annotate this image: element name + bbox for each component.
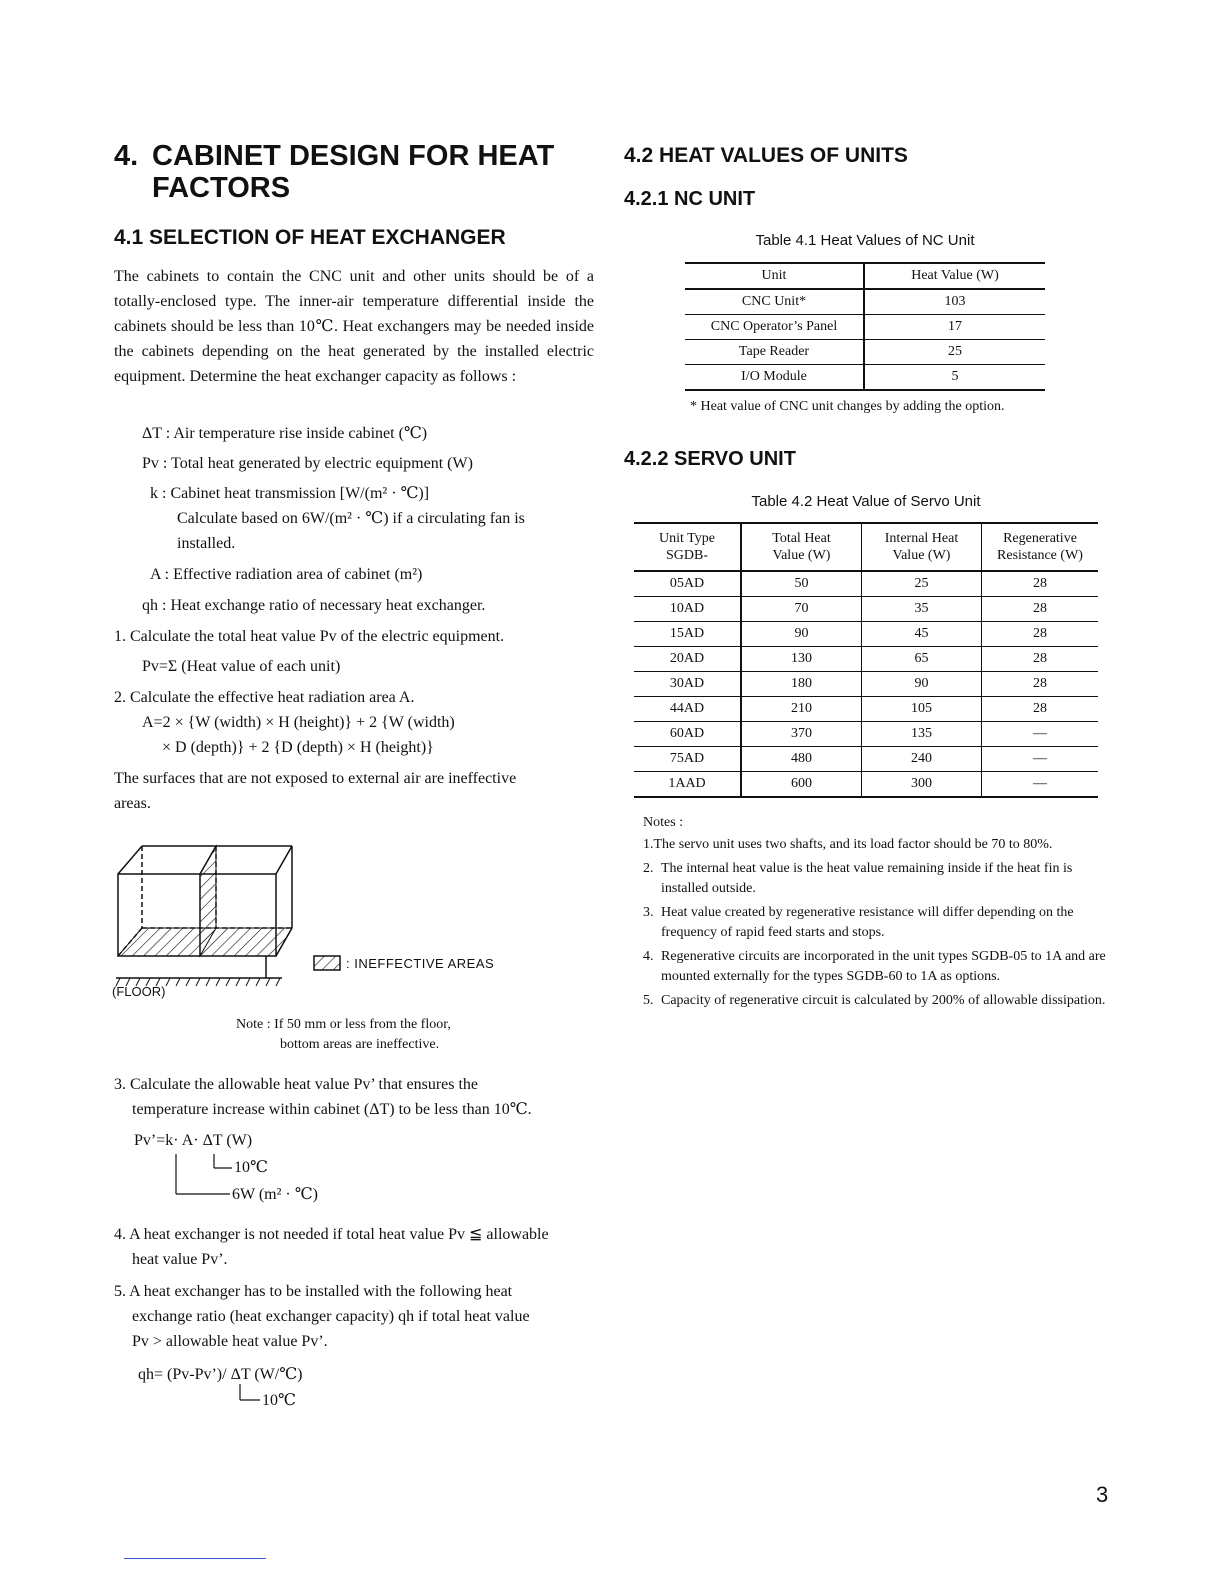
table-2-header-unit-type bbox=[634, 523, 741, 571]
table-cell: 480 bbox=[741, 747, 862, 772]
table-cell: CNC Operator’s Panel bbox=[685, 315, 864, 340]
section-4-1-heading: 4.1 SELECTION OF HEAT EXCHANGER bbox=[114, 226, 506, 249]
table-cell: I/O Module bbox=[685, 365, 864, 391]
step-3-line1: 3. Calculate the allowable heat value Pv’ that ensures the bbox=[114, 1076, 479, 1093]
step-5-formula: qh= (Pv-Pv’)/ ΔT (W/℃) bbox=[138, 1366, 303, 1383]
definition-pv: Pv : Total heat generated by electric equipment (W) bbox=[142, 455, 473, 472]
table-cell: 25 bbox=[864, 340, 1045, 365]
note-text: Heat value created by regenerative resistance will differ depending on the frequency of rapid feed starts and stops. bbox=[661, 905, 1074, 940]
note-text: Capacity of regenerative circuit is calculated by 200% of allowable dissipation. bbox=[661, 993, 1106, 1008]
step-1-formula: Pv=Σ (Heat value of each unit) bbox=[142, 658, 341, 675]
note-number: 4. bbox=[643, 949, 654, 964]
table-cell: 28 bbox=[982, 647, 1099, 672]
surfaces-line-1: The surfaces that are not exposed to external air are ineffective bbox=[114, 770, 517, 787]
table-cell: 300 bbox=[862, 772, 982, 798]
step-5-line3: Pv > allowable heat value Pv’. bbox=[132, 1333, 328, 1350]
table-row bbox=[634, 772, 1098, 798]
header-line: Resistance (W) bbox=[997, 548, 1083, 563]
table-row bbox=[685, 315, 1045, 340]
table-row bbox=[634, 747, 1098, 772]
table-cell: 28 bbox=[982, 697, 1099, 722]
table-cell: 50 bbox=[741, 571, 862, 597]
table-cell: 5 bbox=[951, 369, 959, 384]
table-cell: 210 bbox=[741, 697, 862, 722]
table-cell: 35 bbox=[862, 597, 982, 622]
table-cell: 180 bbox=[741, 672, 862, 697]
table-cell: 44AD bbox=[634, 697, 741, 722]
table-cell: 20AD bbox=[634, 647, 741, 672]
header-line: Unit Type bbox=[659, 531, 715, 546]
table-row bbox=[685, 365, 1045, 391]
table-cell: 130 bbox=[741, 647, 862, 672]
table-cell: 1AAD bbox=[634, 772, 741, 798]
table-cell: 15AD bbox=[634, 622, 741, 647]
step-1: 1. Calculate the total heat value Pv of the electric equipment. bbox=[114, 628, 505, 645]
table-1-header-row bbox=[685, 263, 1045, 289]
table-row bbox=[634, 647, 1098, 672]
figure-note bbox=[236, 1015, 451, 1055]
table-cell: 103 bbox=[864, 289, 1045, 315]
table-2-caption: Table 4.2 Heat Value of Servo Unit bbox=[751, 493, 981, 510]
note-2 bbox=[643, 859, 1113, 899]
step-3-formula: Pv’=k· A· ΔT (W) bbox=[134, 1132, 253, 1149]
table-cell: 10AD bbox=[634, 597, 741, 622]
table-cell: 28 bbox=[982, 622, 1099, 647]
table-row bbox=[685, 289, 1045, 315]
table-2-header-internal-heat bbox=[862, 523, 982, 571]
note-number: 2. bbox=[643, 861, 654, 876]
chapter-title-line1: CABINET DESIGN FOR HEAT bbox=[152, 140, 555, 172]
intro-paragraph: The cabinets to contain the CNC unit and other units should be of a totally-enclosed type. The inner-air temperature differential inside the cabinets should be less than 10℃. Heat exchangers may be needed inside the cabinets depending on the heat generated by the installed electric equipment. Determine the heat exchanger capacity as follows : bbox=[114, 268, 594, 385]
table-cell: 75AD bbox=[634, 747, 741, 772]
nc-unit-heat-table bbox=[685, 262, 1045, 391]
definition-qh: qh : Heat exchange ratio of necessary heat exchanger. bbox=[142, 597, 486, 614]
table-cell: 70 bbox=[741, 597, 862, 622]
chapter-title bbox=[114, 140, 596, 204]
step-3-bracket bbox=[170, 1152, 240, 1202]
note-3 bbox=[643, 903, 1113, 943]
step-2: 2. Calculate the effective heat radiation area A. bbox=[114, 689, 415, 706]
figure-legend: : INEFFECTIVE AREAS bbox=[346, 956, 495, 971]
table-cell: 90 bbox=[862, 672, 982, 697]
surfaces-line-2: areas. bbox=[114, 795, 151, 812]
table-1-header-unit: Unit bbox=[685, 263, 864, 289]
header-line: Internal Heat bbox=[884, 531, 959, 546]
step-5-line1: 5. A heat exchanger has to be installed with the following heat bbox=[114, 1283, 513, 1300]
table-cell: 60AD bbox=[634, 722, 741, 747]
chapter-title-line2: FACTORS bbox=[152, 172, 291, 204]
section-4-2-heading: 4.2 HEAT VALUES OF UNITS bbox=[624, 144, 908, 167]
note-4 bbox=[643, 947, 1113, 987]
figure-note-line1: Note : If 50 mm or less from the floor, bbox=[236, 1017, 451, 1032]
cabinet-figure bbox=[112, 840, 512, 1002]
table-cell: — bbox=[1033, 776, 1047, 791]
section-4-2-1-heading: 4.2.1 NC UNIT bbox=[624, 188, 756, 210]
table-cell: 600 bbox=[741, 772, 862, 798]
table-row bbox=[634, 697, 1098, 722]
table-cell: 135 bbox=[862, 722, 982, 747]
chapter-number: 4. bbox=[114, 140, 139, 172]
table-cell: 25 bbox=[862, 571, 982, 597]
notes-title: Notes : bbox=[643, 815, 684, 830]
definition-k-sub1: Calculate based on 6W/(m² · ℃) if a circulating fan is bbox=[177, 510, 525, 527]
table-cell: 30AD bbox=[634, 672, 741, 697]
step-2-formula-1: A=2 × {W (width) × H (height)} + 2 {W (width) bbox=[142, 714, 455, 731]
note-number: 5. bbox=[643, 993, 654, 1008]
table-row bbox=[634, 571, 1098, 597]
table-cell: 65 bbox=[862, 647, 982, 672]
definition-a: A : Effective radiation area of cabinet (m²) bbox=[150, 566, 423, 583]
header-line: Total Heat bbox=[772, 531, 831, 546]
table-cell: 370 bbox=[741, 722, 862, 747]
step-3-annotation-1: 10℃ bbox=[234, 1159, 268, 1176]
header-line: Regenerative bbox=[1003, 531, 1077, 546]
table-2-header-row bbox=[634, 523, 1098, 571]
legend-hatch-icon bbox=[314, 956, 340, 970]
step-5-line2: exchange ratio (heat exchanger capacity) qh if total heat value bbox=[132, 1308, 530, 1325]
table-cell: 28 bbox=[982, 672, 1099, 697]
table-cell: — bbox=[982, 722, 1099, 747]
section-4-2-2-heading: 4.2.2 SERVO UNIT bbox=[624, 448, 796, 470]
table-cell: 17 bbox=[864, 315, 1045, 340]
table-row bbox=[685, 340, 1045, 365]
table-1-header-heat: Heat Value (W) bbox=[864, 263, 1045, 289]
table-row bbox=[634, 622, 1098, 647]
note-number: 3. bbox=[643, 905, 654, 920]
definition-k: k : Cabinet heat transmission [W/(m² · ℃)] bbox=[150, 485, 430, 502]
table-cell: CNC Unit* bbox=[685, 289, 864, 315]
table-cell: 105 bbox=[862, 697, 982, 722]
figure-floor-label: (FLOOR) bbox=[112, 984, 166, 999]
note-text: The internal heat value is the heat value remaining inside if the heat fin is installed outside. bbox=[661, 861, 1073, 896]
table-2-header-total-heat bbox=[741, 523, 862, 571]
table-cell: 45 bbox=[862, 622, 982, 647]
table-cell: — bbox=[982, 747, 1099, 772]
table-row bbox=[634, 722, 1098, 747]
page-number: 3 bbox=[1096, 1482, 1109, 1507]
table-row bbox=[634, 672, 1098, 697]
step-3-annotation-2: 6W (m² · ℃) bbox=[232, 1186, 318, 1203]
note-text: Regenerative circuits are incorporated in the unit types SGDB-05 to 1A and are mounted externally for the types SGDB-60 to 1A as options. bbox=[661, 949, 1106, 984]
step-5-annotation: 10℃ bbox=[262, 1392, 296, 1409]
definition-delta-t: ΔT : Air temperature rise inside cabinet (℃) bbox=[142, 425, 428, 442]
table-cell: 05AD bbox=[634, 571, 741, 597]
figure-note-line2: bottom areas are ineffective. bbox=[280, 1037, 440, 1052]
header-line: SGDB- bbox=[665, 548, 708, 563]
table-cell: 28 bbox=[982, 597, 1099, 622]
step-2-formula-2: × D (depth)} + 2 {D (depth) × H (height)} bbox=[162, 739, 434, 756]
table-cell: Tape Reader bbox=[685, 340, 864, 365]
table-cell: 240 bbox=[862, 747, 982, 772]
step-4-line2: heat value Pv’. bbox=[132, 1251, 228, 1268]
header-line: Value (W) bbox=[892, 548, 951, 563]
servo-notes bbox=[643, 813, 1113, 1011]
step-4-line1: 4. A heat exchanger is not needed if total heat value Pv ≦ allowable bbox=[114, 1226, 549, 1243]
table-cell: 28 bbox=[982, 571, 1099, 597]
step-3-line2: temperature increase within cabinet (ΔT) to be less than 10℃. bbox=[132, 1101, 532, 1118]
servo-unit-heat-table bbox=[634, 522, 1098, 798]
table-2-header-regenerative bbox=[982, 523, 1099, 571]
table-row bbox=[634, 597, 1098, 622]
table-1-caption: Table 4.1 Heat Values of NC Unit bbox=[755, 232, 975, 249]
note-1: 1.The servo unit uses two shafts, and its load factor should be 70 to 80%. bbox=[643, 837, 1053, 852]
table-cell: 90 bbox=[741, 622, 862, 647]
definition-k-sub2: installed. bbox=[177, 535, 236, 552]
bottom-rule bbox=[124, 1558, 266, 1559]
table-1-footnote: * Heat value of CNC unit changes by adding the option. bbox=[690, 399, 1005, 414]
note-5 bbox=[643, 991, 1113, 1011]
header-line: Value (W) bbox=[772, 548, 831, 563]
